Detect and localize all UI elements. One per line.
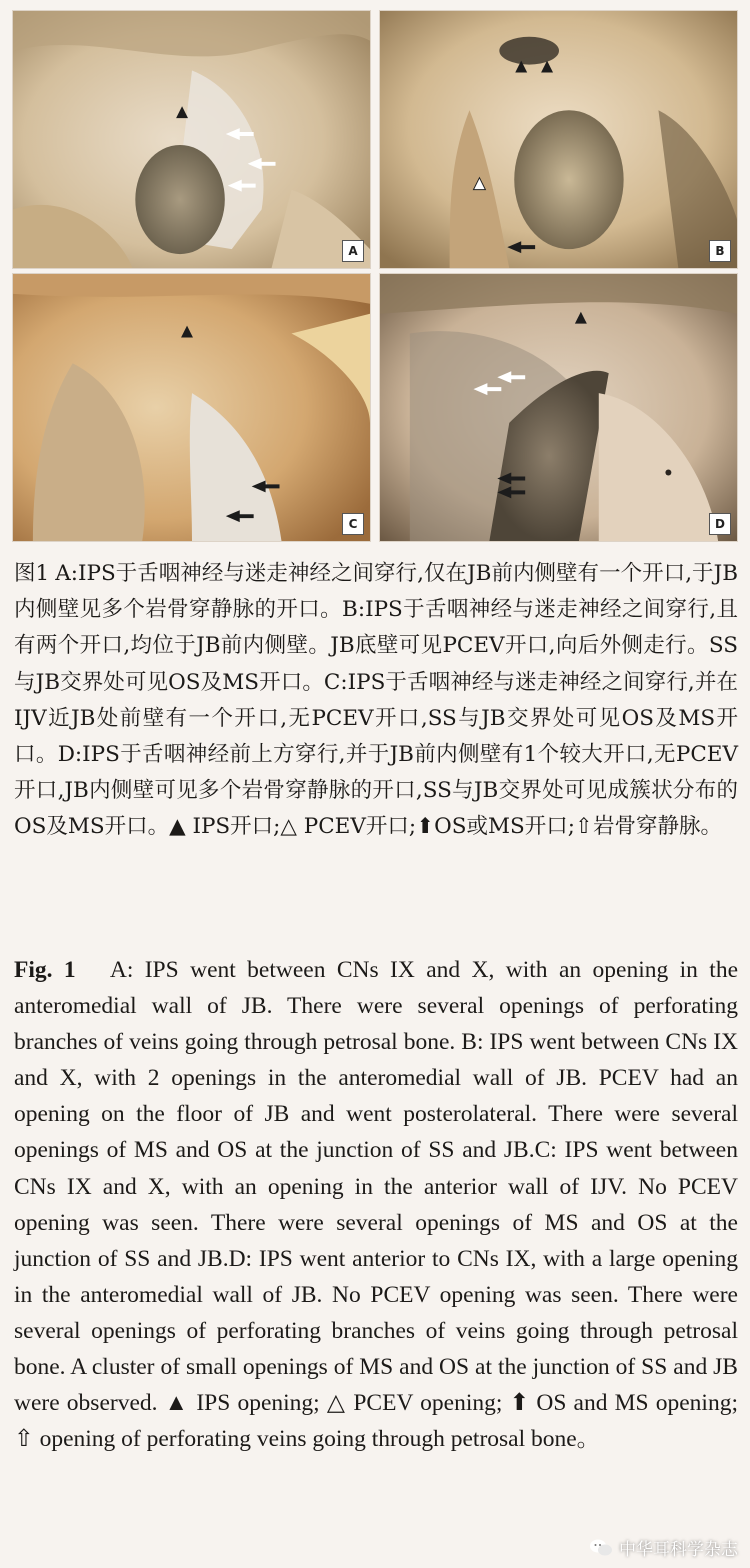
panel-label: C <box>342 513 364 535</box>
figure-label-chinese: 图1 <box>14 561 50 586</box>
panel-label: D <box>709 513 731 535</box>
panel-c-image <box>13 274 370 541</box>
panel-a-image <box>13 11 370 268</box>
panel-b-image <box>380 11 737 268</box>
figure-caption-chinese <box>14 556 738 846</box>
panel-d-image <box>380 274 737 541</box>
figure-label-english: Fig. 1 <box>14 957 76 983</box>
journal-watermark <box>589 1535 738 1560</box>
figure-caption-english <box>14 952 738 1457</box>
figure-panel-c <box>12 273 371 542</box>
figure-panel-b <box>379 10 738 269</box>
caption-chinese-text: A:IPS于舌咽神经与迷走神经之间穿行,仅在JB前内侧壁有一个开口,于JB内侧壁见多个岩骨穿静脉的开口。B:IPS于舌咽神经与迷走神经之间穿行,且有两个开口,均位于JB前内侧壁。JB底壁可见PCEV开口,向后外侧走行。SS与JB交界处可见OS及MS开口。C:IPS于舌咽神经与迷走神经之间穿行,并在IJV近JB处前壁有一个开口,无PCEV开口,SS与JB交界处可见OS及MS开口。D:IPS于舌咽神经前上方穿行,并于JB前内侧壁有1个较大开口,无PCEV开口,JB内侧壁可见多个岩骨穿静脉的开口,SS与JB交界处可见成簇状分布的OS及MS开口。▲ IPS开口;△ PCEV开口;⬆OS或MS开口;⇧岩骨穿静脉。 <box>14 561 739 840</box>
wechat-icon <box>589 1538 613 1558</box>
panel-label: B <box>709 240 731 262</box>
watermark-text: 中华耳科学杂志 <box>619 1540 738 1560</box>
figure-panels <box>12 10 738 542</box>
figure-panel-d <box>379 273 738 542</box>
caption-english-text: A: IPS went between CNs IX and X, with an opening in the anteromedial wall of JB. There were several openings of perforating branches of veins going through petrosal bone. B: IPS went between CNs IX and X, with 2 openings in the anteromedial wall of JB. PCEV had an opening on the floor of JB and went posterolateral. There were several openings of MS and OS at the junction of SS and JB.C: IPS went between CNs IX and X, with an opening in the anterior wall of IJV. No PCEV opening was seen. There were several openings of MS and OS at the junction of SS and JB.D: IPS went anterior to CNs IX, with a large opening in the anteromedial wall of JB. No PCEV opening was seen. There were several openings of perforating branches of veins going through petrosal bone. A cluster of small openings of MS and OS at the junction of SS and JB were observed. ▲ IPS opening; △ PCEV opening; ⬆ OS and MS opening; ⇧ opening of perforating veins going through petrosal bone。 <box>14 957 739 1453</box>
figure-panel-a <box>12 10 371 269</box>
panel-label: A <box>342 240 364 262</box>
